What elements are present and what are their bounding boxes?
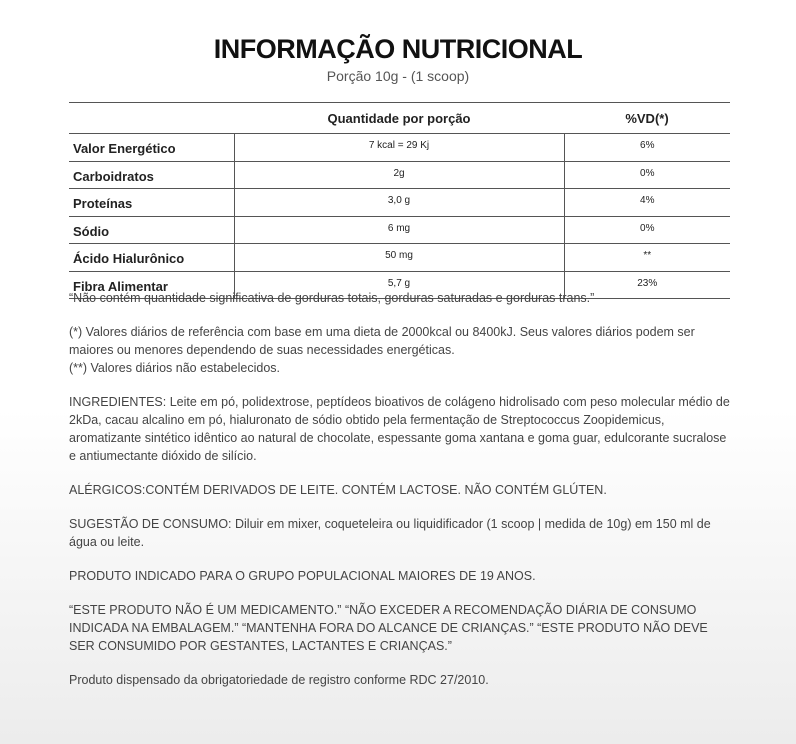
- notes-section: [69, 289, 733, 689]
- daily-values-note: [69, 323, 733, 377]
- header-quantity: Quantidade por porção: [234, 103, 564, 134]
- table-row: [69, 134, 730, 162]
- table-row: [69, 216, 730, 244]
- nutrient-name: Proteínas: [69, 189, 234, 217]
- nutrient-name: Carboidratos: [69, 161, 234, 189]
- nutrient-quantity: 6 mg: [234, 216, 564, 244]
- nutrient-name: Sódio: [69, 216, 234, 244]
- nutrient-daily-value: 6%: [564, 134, 730, 162]
- daily-values-not-established: (**) Valores diários não estabelecidos.: [69, 361, 280, 375]
- nutrient-daily-value: 23%: [637, 277, 658, 289]
- table-header-row: [69, 103, 730, 134]
- nutrient-daily-value: 4%: [564, 189, 730, 217]
- page-title: INFORMAÇÃO NUTRICIONAL: [213, 34, 583, 64]
- table-row: [69, 189, 730, 217]
- ingredients-text: INGREDIENTES: Leite em pó, polidextrose, peptídeos bioativos de colágeno hidrolisado com peso molecular médio de 2kDa, cacau alcalino em pó, hialuronato de sódio obtido pela fermentação de Streptococcus Zoopidemicus, aromatizante sintético idêntico ao natural de chocolate, espessante goma xantana e goma guar, edulcorante sucralose e antiumectante dióxido de silício.: [69, 395, 730, 463]
- nutrient-quantity: 7 kcal = 29 Kj: [234, 134, 564, 162]
- nutrient-name: Fibra Alimentar: [69, 271, 234, 299]
- nutrient-name: Valor Energético: [69, 134, 234, 162]
- nutrient-daily-value: **: [564, 244, 730, 272]
- allergens-text: ALÉRGICOS:CONTÉM DERIVADOS DE LEITE. CONTÉM LACTOSE. NÃO CONTÉM GLÚTEN.: [69, 483, 607, 497]
- table-row: [69, 244, 730, 272]
- nutrient-daily-value: 0%: [564, 161, 730, 189]
- consumption-suggestion: SUGESTÃO DE CONSUMO: Diluir em mixer, coqueteleira ou liquidificador (1 scoop | medida de 10g) em 150 ml de água ou leite.: [69, 517, 711, 549]
- table-row: [69, 161, 730, 189]
- nutrient-quantity: 3,0 g: [234, 189, 564, 217]
- registration-text: Produto dispensado da obrigatoriedade de registro conforme RDC 27/2010.: [69, 673, 489, 687]
- indicated-group: PRODUTO INDICADO PARA O GRUPO POPULACIONAL MAIORES DE 19 ANOS.: [69, 569, 536, 583]
- nutrient-quantity: 2g: [234, 161, 564, 189]
- nutrient-quantity: 50 mg: [234, 244, 564, 272]
- serving-size: Porção 10g - (1 scoop): [326, 68, 470, 84]
- no-fats-note: “Não contém quantidade significativa de gorduras totais, gorduras saturadas e gorduras trans.”: [69, 291, 595, 305]
- nutrition-table: [69, 102, 730, 299]
- nutrient-daily-value: 0%: [564, 216, 730, 244]
- nutrient-quantity: 5,7 g: [234, 271, 564, 299]
- header-nutrient: [69, 103, 234, 134]
- warnings-text: “ESTE PRODUTO NÃO É UM MEDICAMENTO.” “NÃO EXCEDER A RECOMENDAÇÃO DIÁRIA DE CONSUMO INDICADA NA EMBALAGEM.” “MANTENHA FORA DO ALCANCE DE CRIANÇAS.” “ESTE PRODUTO NÃO DEVE SER CONSUMIDO POR GESTANTES, LACTANTES E CRIANÇAS.”: [69, 603, 708, 653]
- header-daily-value: %VD(*): [564, 103, 730, 134]
- daily-values-reference: (*) Valores diários de referência com base em uma dieta de 2000kcal ou 8400kJ. Seus valores diários podem ser maiores ou menores dependendo de suas necessidades energéticas.: [69, 325, 695, 357]
- nutrient-name: Ácido Hialurônico: [69, 244, 234, 272]
